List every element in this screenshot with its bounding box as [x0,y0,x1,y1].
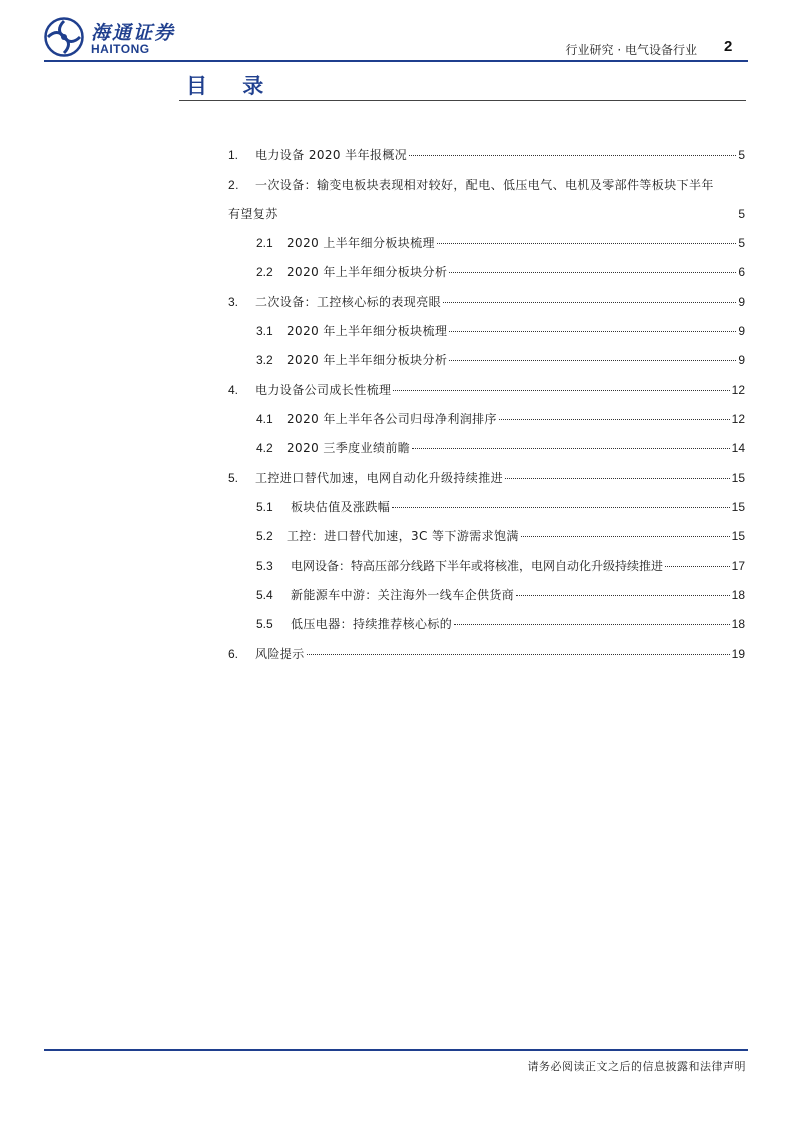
toc-entry-label: 低压电器：持续推荐核心标的 [291,617,453,631]
toc-entry-number: 5.3 [256,559,273,573]
toc-entry[interactable] [256,264,745,280]
toc-leader-dots [521,536,730,537]
toc-entry-page: 9 [738,295,745,309]
footer-disclaimer: 请务必阅读正文之后的信息披露和法律声明 [527,1060,746,1073]
toc-leader-dots [393,390,729,391]
toc-entry-number: 5.5 [256,617,273,631]
toc-title: 目 录 [186,74,278,98]
toc-entry[interactable] [228,382,745,398]
toc-entry-number: 2.2 [256,265,273,279]
toc-entry-page: 5 [738,236,745,250]
toc-leader-dots [307,654,730,655]
toc-leader-dots [392,507,729,508]
toc-entry-number: 1. [228,148,239,162]
toc-entry-label: 风险提示 [255,647,305,661]
toc-entry-number: 3.2 [256,353,273,367]
toc-entry-number: 5.2 [256,529,273,543]
toc-entry-label: 板块估值及涨跌幅 [291,500,391,514]
toc-entry-continuation[interactable] [228,206,745,222]
toc-leader-dots [409,155,736,156]
toc-entry-number: 3.1 [256,324,273,338]
toc-entry-page: 18 [731,588,745,602]
haitong-logo [44,17,184,57]
toc-entry-number: 5.4 [256,588,273,602]
page-number: 2 [724,38,733,55]
toc-entry-label: 2020 年上半年细分板块分析 [287,265,448,279]
toc-leader-dots [443,302,736,303]
toc-entry-label: 电力设备公司成长性梳理 [255,383,392,397]
toc-entry[interactable] [228,147,745,163]
toc-entry-label: 一次设备：输变电板块表现相对较好，配电、低压电气、电机及零部件等板块下半年 [255,178,714,192]
toc-entry-label: 2020 年上半年细分板块分析 [287,353,448,367]
toc-entry-label: 工控进口替代加速，电网自动化升级持续推进 [255,471,504,485]
toc-entry-number: 4.1 [256,412,273,426]
toc-entry[interactable] [256,440,745,456]
toc-entry-page: 15 [731,529,745,543]
toc-entry-label: 电力设备 2020 半年报概况 [255,148,408,162]
toc-entry-label-continued: 有望复苏 [228,207,278,221]
toc-entry[interactable] [256,235,745,251]
toc-leader-dots [437,243,736,244]
toc-entry-page: 12 [731,383,745,397]
toc-entry-page: 19 [731,647,745,661]
toc-entry[interactable] [256,558,745,574]
toc-leader-dots [516,595,729,596]
toc-entry-number: 4. [228,383,239,397]
toc-leader-dots [454,624,729,625]
report-section-label: 行业研究 · 电气设备行业 [565,43,697,57]
toc-entry-label: 二次设备：工控核心标的表现亮眼 [255,295,442,309]
toc-entry[interactable] [228,646,745,662]
toc-entry[interactable] [256,528,745,544]
toc-entry-number: 3. [228,295,239,309]
haitong-emblem-icon [44,17,84,57]
toc-entry-page: 18 [731,617,745,631]
toc-entry-label: 2020 上半年细分板块梳理 [287,236,435,250]
toc-leader-dots [499,419,730,420]
toc-entry-number: 6. [228,647,239,661]
toc-leader-dots [665,566,730,567]
toc-entry-page: 15 [731,471,745,485]
toc-entry-number: 5.1 [256,500,273,514]
toc-entry-label: 2020 三季度业绩前瞻 [287,441,411,455]
toc-entry-number: 2. [228,178,239,192]
toc-entry-label: 工控：进口替代加速，3C 等下游需求饱满 [287,529,519,543]
toc-leader-dots [505,478,730,479]
toc-entry[interactable] [256,323,745,339]
toc-title-divider [179,100,746,101]
toc-entry-page: 9 [738,324,745,338]
toc-leader-dots [449,360,736,361]
toc-entry-page: 14 [731,441,745,455]
toc-entry-page: 12 [731,412,745,426]
logo-chinese-name: 海通证券 [91,22,176,44]
toc-entry-number: 5. [228,471,239,485]
toc-entry[interactable] [228,470,745,486]
toc-entry[interactable] [256,587,745,603]
toc-entry-number: 2.1 [256,236,273,250]
footer-divider [44,1049,748,1051]
toc-entry-page: 5 [738,148,745,162]
toc-entry-page: 15 [731,500,745,514]
toc-entry-label: 2020 年上半年各公司归母净利润排序 [287,412,497,426]
toc-leader-dots [449,331,736,332]
toc-entry-label: 新能源车中游：关注海外一线车企供货商 [291,588,515,602]
toc-leader-dots [412,448,729,449]
header-divider [44,60,748,62]
toc-entry[interactable] [256,352,745,368]
toc-entry[interactable] [256,411,745,427]
logo-english-name: HAITONG [91,42,150,56]
toc-entry-multiline[interactable] [228,177,714,193]
toc-entry-page: 5 [738,207,745,221]
toc-entry-page: 6 [738,265,745,279]
toc-entry-page: 17 [731,559,745,573]
toc-entry[interactable] [228,294,745,310]
toc-entry-number: 4.2 [256,441,273,455]
toc-entry-page: 9 [738,353,745,367]
toc-entry[interactable] [256,499,745,515]
toc-entry[interactable] [256,616,745,632]
toc-entry-label: 电网设备：特高压部分线路下半年或将核准，电网自动化升级持续推进 [291,559,664,573]
toc-leader-dots [449,272,736,273]
toc-entry-label: 2020 年上半年细分板块梳理 [287,324,448,338]
